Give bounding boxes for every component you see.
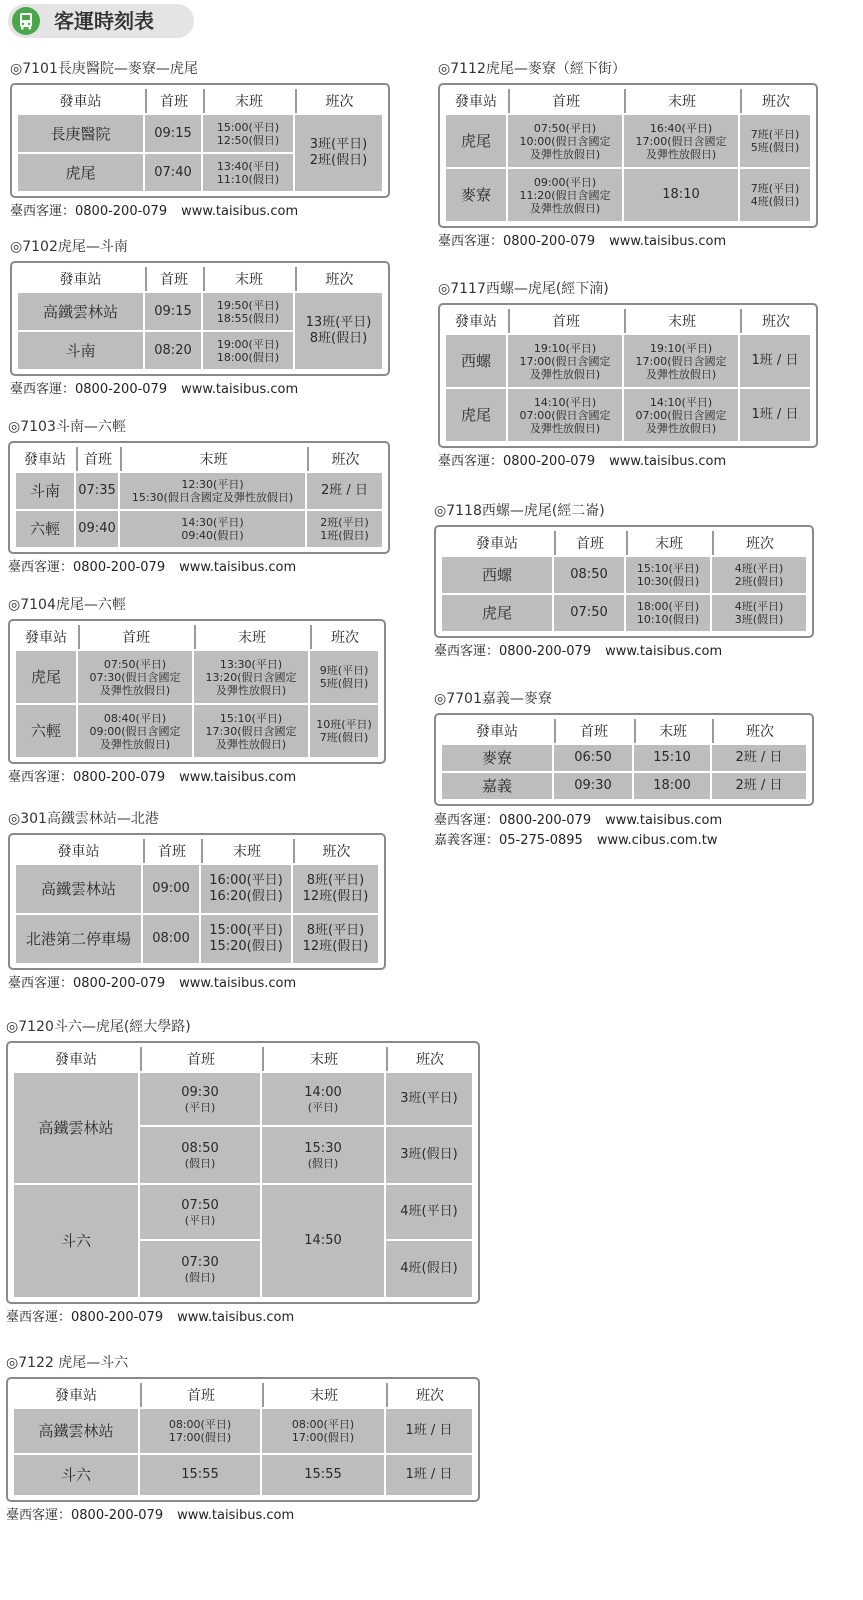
table-cell: 六輕 [16,511,74,547]
col-first: 首班 [145,89,201,113]
table-cell: 07:50 (平日) [140,1185,260,1239]
table-cell: 1班 / 日 [386,1455,472,1495]
timetable [6,1377,480,1502]
column-header: 首班 [508,309,622,333]
table-cell: 4班(平日) 2班(假日) [712,557,806,593]
column-header: 發車站 [24,452,66,468]
table-cell: 18:10 [624,169,738,221]
contact-line: 臺西客運：0800-200-079 www.taisibus.com [438,234,727,249]
table-cell: 北港第二停車場 [16,915,141,963]
table-cell: 4班(平日) [386,1185,472,1239]
table-cell: 2班 / 日 [712,773,806,799]
table-cell: 六輕 [16,705,76,757]
contact-line: 臺西客運：0800-200-079 www.taisibus.com [434,644,723,659]
table-cell: 08:40(平日) 09:00(假日含國定 及彈性放假日) [78,705,192,757]
table-cell: 07:50(平日) 07:30(假日含國定 及彈性放假日) [78,651,192,703]
column-header: 班次 [740,309,810,333]
column-header: 班次 [307,447,382,471]
table-cell: 18:00(平日) 10:10(假日) [626,595,710,631]
column-header: 末班 [201,839,291,863]
column-header: 首班 [143,839,199,863]
table-cell: 14:30(平日) 09:40(假日) [120,511,305,547]
table-cell: 7班(平日) 5班(假日) [740,115,810,167]
table-cell: 18:00 [634,773,710,799]
contact-line: 臺西客運：0800-200-079 www.taisibus.com [10,382,299,397]
timetable [8,441,390,554]
timetable [434,525,814,638]
column-header: 發車站 [57,844,100,860]
column-header: 班次 [293,839,378,863]
column-header: 發車站 [455,314,497,330]
route-title: ◎7102虎尾—斗南 [10,239,128,255]
table-cell: 09:15 [145,115,201,152]
timetable [10,83,390,198]
table-cell: 19:50(平日) 18:55(假日) [203,293,293,330]
table-cell: 07:30 (假日) [140,1241,260,1297]
column-header: 首班 [76,447,118,471]
table-cell: 06:50 [554,745,632,771]
table-cell: 08:50 [554,557,624,593]
table-cell: 07:50 [554,595,624,631]
route-7122 [6,1354,480,1525]
route-7101 [10,60,390,221]
table-cell: 15:10(平日) 17:30(假日含國定 及彈性放假日) [194,705,308,757]
route-301 [8,810,386,993]
timetable [6,1041,480,1304]
contact-line: 嘉義客運：05-275-0895 www.cibus.com.tw [434,833,718,848]
column-header: 班次 [712,531,806,555]
column-header: 發車站 [55,1052,97,1068]
table-cell: 9班(平日) 5班(假日) [310,651,378,703]
table-cell: 08:00(平日) 17:00(假日) [262,1409,384,1453]
table-cell: 4班(平日) 3班(假日) [712,595,806,631]
table-cell: 15:00(平日) 15:20(假日) [201,915,291,963]
table-cell: 08:00(平日) 17:00(假日) [140,1409,260,1453]
route-title: ◎7118西螺—虎尾(經二崙) [434,503,605,519]
route-title: ◎7104虎尾—六輕 [8,597,126,613]
table-cell: 15:10(平日) 10:30(假日) [626,557,710,593]
table-cell: 2班(平日) 1班(假日) [307,511,382,547]
table-cell: 1班 / 日 [740,335,810,387]
table-cell: 1班 / 日 [740,389,810,441]
table-cell: 07:40 [145,154,201,191]
column-header: 發車站 [55,1388,97,1404]
table-cell: 19:10(平日) 17:00(假日含國定 及彈性放假日) [508,335,622,387]
route-7103 [8,418,390,577]
column-header: 班次 [295,267,382,291]
table-cell: 16:00(平日) 16:20(假日) [201,865,291,913]
column-header: 末班 [262,1383,384,1407]
column-header: 班次 [310,625,378,649]
table-cell: 7班(平日) 4班(假日) [740,169,810,221]
table-cell: 3班(平日) 2班(假日) [295,115,382,191]
contact-line: 臺西客運：0800-200-079 www.taisibus.com [434,813,723,828]
table-cell: 15:30 (假日) [262,1127,384,1183]
route-title: ◎7122 虎尾—斗六 [6,1355,129,1371]
contact-line: 臺西客運：0800-200-079 www.taisibus.com [8,976,297,991]
table-cell: 虎尾 [446,115,506,167]
route-7102 [10,238,390,399]
contact-line: 臺西客運：0800-200-079 www.taisibus.com [438,454,727,469]
table-cell: 19:10(平日) 17:00(假日含國定 及彈性放假日) [624,335,738,387]
column-header: 末班 [624,309,738,333]
timetable [8,619,386,764]
contact-line: 臺西客運：0800-200-079 www.taisibus.com [6,1508,295,1523]
page-header [8,4,194,38]
table-cell: 08:20 [145,332,201,369]
contact-line: 臺西客運：0800-200-079 www.taisibus.com [8,560,297,575]
table-cell: 15:00(平日) 12:50(假日) [203,115,293,152]
timetable [434,713,814,806]
col-last: 末班 [203,89,293,113]
table-cell: 麥寮 [442,745,552,771]
route-title: ◎7701嘉義—麥寮 [434,691,552,707]
column-header: 班次 [712,719,806,743]
column-header: 班次 [386,1383,472,1407]
table-cell: 斗南 [18,332,143,369]
column-header: 末班 [194,625,308,649]
table-cell: 2班 / 日 [712,745,806,771]
table-cell: 3班(平日) [386,1073,472,1125]
table-cell: 09:15 [145,293,201,330]
column-header: 首班 [140,1383,260,1407]
column-header: 末班 [624,89,738,113]
column-header: 末班 [626,531,710,555]
contact-line: 臺西客運：0800-200-079 www.taisibus.com [6,1310,295,1325]
column-header: 發車站 [455,94,497,110]
table-cell: 高鐵雲林站 [14,1073,138,1183]
column-header: 末班 [120,447,305,471]
table-cell: 19:00(平日) 18:00(假日) [203,332,293,369]
timetable [438,83,818,228]
table-cell: 虎尾 [446,389,506,441]
table-cell: 13:40(平日) 11:10(假日) [203,154,293,191]
timetable [8,833,386,970]
table-cell: 虎尾 [442,595,552,631]
column-header: 班次 [386,1047,472,1071]
route-title: ◎7112虎尾—麥寮（經下街） [438,61,626,77]
table-cell: 14:50 [262,1185,384,1297]
route-7118 [434,502,814,661]
page-title: 客運時刻表 [54,9,154,33]
column-header: 末班 [203,267,293,291]
route-title: ◎7117西螺—虎尾(經下湳) [438,281,609,297]
column-header: 首班 [145,267,201,291]
table-cell: 2班 / 日 [307,473,382,509]
timetable [438,303,818,448]
table-cell: 西螺 [442,557,552,593]
table-cell: 09:40 [76,511,118,547]
table-cell: 8班(平日) 12班(假日) [293,865,378,913]
column-header: 首班 [140,1047,260,1071]
table-cell: 07:35 [76,473,118,509]
column-header: 發車站 [59,272,102,288]
table-cell: 08:00 [143,915,199,963]
column-header: 發車站 [25,630,67,646]
table-cell: 09:30 (平日) [140,1073,260,1125]
route-7117 [438,280,818,471]
contact-line: 臺西客運：0800-200-079 www.taisibus.com [8,770,297,785]
column-header: 發車站 [476,724,518,740]
route-7104 [8,596,386,787]
column-header: 首班 [78,625,192,649]
table-cell: 14:10(平日) 07:00(假日含國定 及彈性放假日) [508,389,622,441]
station-cell: 長庚醫院 [18,115,143,152]
table-cell: 高鐵雲林站 [16,865,141,913]
table-cell: 麥寮 [446,169,506,221]
column-header: 首班 [508,89,622,113]
table-cell: 08:50 (假日) [140,1127,260,1183]
contact-line: 臺西客運：0800-200-079 www.taisibus.com [10,204,299,219]
route-7701 [434,690,814,850]
column-header: 首班 [554,531,624,555]
table-cell: 虎尾 [18,154,143,191]
table-cell: 8班(平日) 12班(假日) [293,915,378,963]
table-cell: 虎尾 [16,651,76,703]
table-cell: 12:30(平日) 15:30(假日含國定及彈性放假日) [120,473,305,509]
table-cell: 14:00 (平日) [262,1073,384,1125]
table-cell: 高鐵雲林站 [18,293,143,330]
route-title: ◎7120斗六—虎尾(經大學路) [6,1019,191,1035]
column-header: 末班 [262,1047,384,1071]
route-7112 [438,60,818,251]
table-cell: 15:10 [634,745,710,771]
table-cell: 1班 / 日 [386,1409,472,1453]
table-cell: 高鐵雲林站 [14,1409,138,1453]
table-cell: 4班(假日) [386,1241,472,1297]
table-cell: 09:30 [554,773,632,799]
table-cell: 14:10(平日) 07:00(假日含國定 及彈性放假日) [624,389,738,441]
col-count: 班次 [295,89,382,113]
col-station: 發車站 [59,94,102,110]
table-cell: 15:55 [140,1455,260,1495]
bus-icon [12,7,40,35]
table-cell: 斗南 [16,473,74,509]
route-title: ◎7101長庚醫院—麥寮—虎尾 [10,61,198,77]
table-cell: 15:55 [262,1455,384,1495]
timetable [10,261,390,376]
column-header: 首班 [554,719,632,743]
table-cell: 09:00 [143,865,199,913]
route-title: ◎7103斗南—六輕 [8,419,126,435]
table-cell: 嘉義 [442,773,552,799]
table-cell: 西螺 [446,335,506,387]
table-cell: 09:00(平日) 11:20(假日含國定 及彈性放假日) [508,169,622,221]
column-header: 發車站 [476,536,518,552]
table-cell: 斗六 [14,1455,138,1495]
table-cell: 07:50(平日) 10:00(假日含國定 及彈性放假日) [508,115,622,167]
route-7120 [6,1018,480,1327]
column-header: 末班 [634,719,710,743]
route-title: ◎301高鐵雲林站—北港 [8,811,159,827]
table-cell: 16:40(平日) 17:00(假日含國定 及彈性放假日) [624,115,738,167]
table-cell: 13:30(平日) 13:20(假日含國定 及彈性放假日) [194,651,308,703]
table-cell: 3班(假日) [386,1127,472,1183]
table-cell: 13班(平日) 8班(假日) [295,293,382,369]
column-header: 班次 [740,89,810,113]
table-cell: 斗六 [14,1185,138,1297]
table-cell: 10班(平日) 7班(假日) [310,705,378,757]
